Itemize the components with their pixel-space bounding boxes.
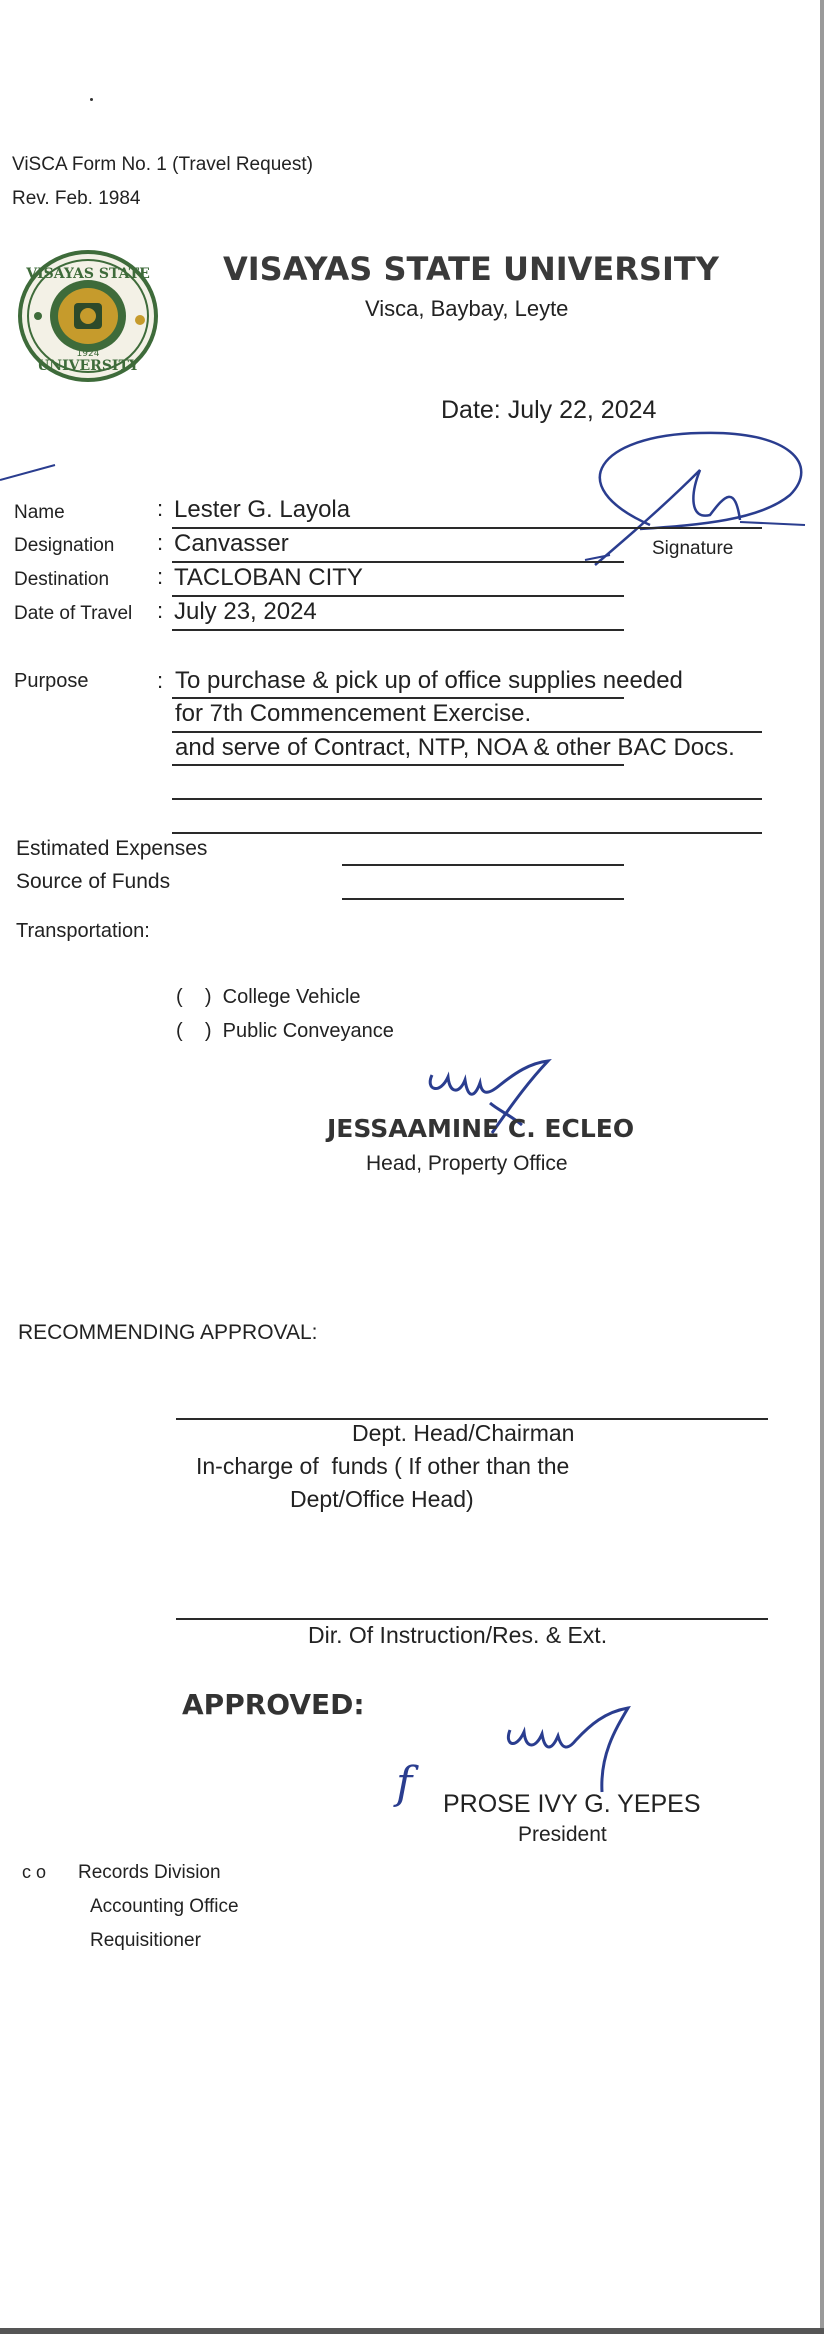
cc-label: c o xyxy=(22,1862,47,1882)
scan-edge-bottom xyxy=(0,2328,824,2334)
designation-colon: : xyxy=(157,530,164,555)
destination-colon: : xyxy=(157,564,164,589)
purpose-underline-3 xyxy=(172,764,624,766)
approved-label: APPROVED: xyxy=(182,1688,365,1721)
property-head-title: Head, Property Office xyxy=(366,1152,568,1175)
recommending-approval-label: RECOMMENDING APPROVAL: xyxy=(18,1321,318,1344)
president-signature-icon xyxy=(500,1700,640,1800)
president-initial: f xyxy=(396,1758,413,1809)
purpose-line-3: and serve of Contract, NTP, NOA & other BAC Docs. xyxy=(175,734,735,761)
property-head-name: JESSAAMINE C. ECLEO xyxy=(327,1114,635,1143)
seal-text-bottom: UNIVERSITY xyxy=(37,358,139,374)
destination-underline xyxy=(172,595,624,597)
purpose-underline-4 xyxy=(172,798,762,800)
purpose-label: Purpose xyxy=(14,670,89,692)
scan-edge-right xyxy=(820,0,824,2334)
name-label: Name xyxy=(14,502,65,523)
date-of-travel-colon: : xyxy=(157,598,164,623)
dept-head-title: Dept. Head/Chairman xyxy=(352,1420,575,1446)
date-of-travel-label: Date of Travel xyxy=(14,603,133,624)
name-underline xyxy=(172,527,762,529)
signature-label: Signature xyxy=(652,538,734,559)
purpose-underline-1 xyxy=(172,697,624,699)
form-revision: Rev. Feb. 1984 xyxy=(12,188,141,209)
source-of-funds-underline xyxy=(342,898,624,900)
incharge-funds-line-1: In-charge of funds ( If other than the xyxy=(196,1453,570,1479)
public-conveyance-option[interactable]: ( ) Public Conveyance xyxy=(176,1020,394,1042)
purpose-line-1: To purchase & pick up of office supplies needed xyxy=(175,667,683,694)
president-title: President xyxy=(518,1823,607,1846)
president-name: PROSE IVY G. YEPES xyxy=(443,1790,701,1818)
purpose-line-2: for 7th Commencement Exercise. xyxy=(175,700,532,727)
seal-text-top: VISAYAS STATE xyxy=(26,266,150,282)
seal-year: 1924 xyxy=(76,349,100,359)
cc-accounting-office: Accounting Office xyxy=(90,1896,239,1917)
date-of-travel-underline xyxy=(172,629,624,631)
designation-value: Canvasser xyxy=(174,530,289,557)
director-signature-line xyxy=(176,1618,768,1620)
cc-records-division: Records Division xyxy=(78,1862,221,1883)
university-address: Visca, Baybay, Leyte xyxy=(365,296,569,321)
cc-requisitioner: Requisitioner xyxy=(90,1930,201,1951)
college-vehicle-option[interactable]: ( ) College Vehicle xyxy=(176,986,361,1008)
name-colon: : xyxy=(157,496,164,521)
scan-speck xyxy=(90,98,93,101)
incharge-funds-line-2: Dept/Office Head) xyxy=(290,1486,474,1512)
director-title: Dir. Of Instruction/Res. & Ext. xyxy=(308,1622,608,1648)
purpose-colon: : xyxy=(157,668,164,693)
designation-underline xyxy=(172,561,624,563)
date-of-travel-value: July 23, 2024 xyxy=(174,598,317,625)
destination-label: Destination xyxy=(14,569,110,590)
transportation-label: Transportation: xyxy=(16,920,150,942)
university-name: VISAYAS STATE UNIVERSITY xyxy=(223,250,719,288)
estimated-expenses-underline xyxy=(342,864,624,866)
destination-value: TACLOBAN CITY xyxy=(174,564,363,591)
designation-label: Designation xyxy=(14,535,115,556)
estimated-expenses-label: Estimated Expenses xyxy=(16,837,208,860)
university-seal-icon xyxy=(16,248,160,384)
form-number: ViSCA Form No. 1 (Travel Request) xyxy=(12,154,313,175)
purpose-underline-5 xyxy=(172,832,762,834)
purpose-underline-2 xyxy=(172,731,762,733)
name-value: Lester G. Layola xyxy=(174,496,351,523)
request-date: Date: July 22, 2024 xyxy=(441,396,657,424)
source-of-funds-label: Source of Funds xyxy=(16,870,171,893)
